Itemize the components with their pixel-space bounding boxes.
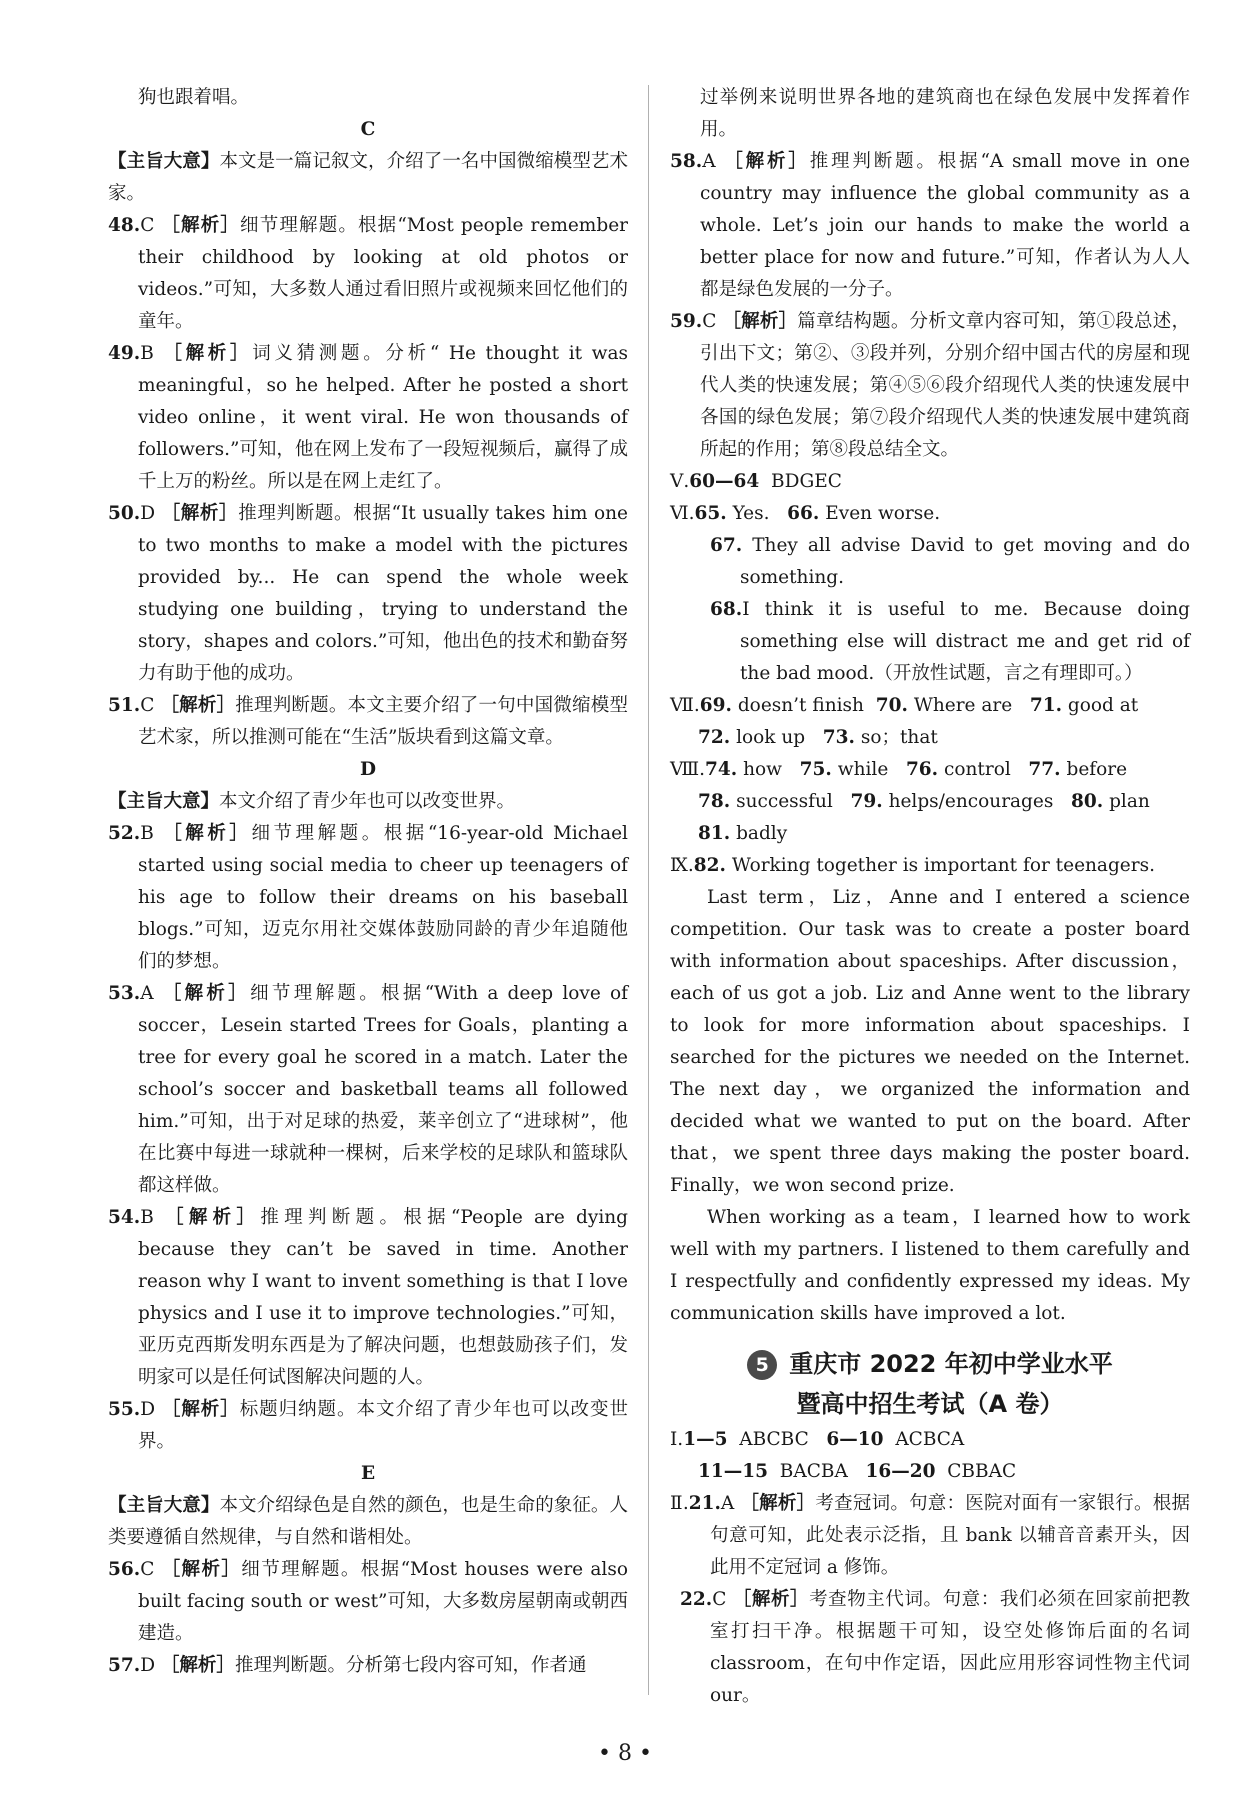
analysis-text: 细节理解题。根据“16-year-old Michael started using social media to cheer up teenagers of his age to follow their dreams on his baseball blogs.”可知，迈克尔用社交媒体鼓励同龄的青少年追随他们的梦想。 bbox=[138, 823, 628, 972]
essay-paragraph: When working as a team，I learned how to work well with my partners. I listened to them carefully and I respectfully and confidently expressed my ideas. My communication skills have improved a lot. bbox=[670, 1207, 1190, 1324]
analysis-text: 推理判断题。根据“A small move in one country may influence the global community as a whole. Let’s join our hands to make the world a better place for now and future.”可知，作者认为人人都是绿色发展的一分子。 bbox=[700, 151, 1190, 300]
answer-group-vii-cont bbox=[670, 722, 1190, 754]
analysis-tag: ［解析］ bbox=[732, 1589, 810, 1610]
question-number: 48. bbox=[108, 215, 141, 236]
answer-letter: C bbox=[140, 1559, 155, 1580]
question-number: 78. bbox=[698, 791, 731, 812]
main-idea-text: 本文介绍绿色是自然的颜色，也是生命的象征。人类要遵循自然规律，与自然和谐相处。 bbox=[108, 1495, 628, 1548]
analysis-text: 推理判断题。本文主要介绍了一句中国微缩模型艺术家，所以推测可能在“生活”版块看到这篇文章。 bbox=[138, 695, 628, 748]
answer-group-i bbox=[670, 1424, 1190, 1456]
answer-letter: B bbox=[140, 343, 154, 364]
answer-text: good at bbox=[1067, 695, 1139, 716]
question-number: 82. bbox=[693, 855, 726, 876]
answer-letter: A bbox=[140, 983, 154, 1004]
question-number: 53. bbox=[108, 983, 141, 1004]
answer-letter: C bbox=[140, 215, 155, 236]
paragraph: 狗也跟着唱。 bbox=[138, 87, 250, 108]
analysis-tag: ［解析］ bbox=[160, 695, 236, 716]
answer-item-56 bbox=[108, 1554, 628, 1650]
answer-item-57 bbox=[108, 1650, 628, 1682]
answer-text: doesn’t finish bbox=[737, 695, 864, 716]
roman-numeral: Ⅷ. bbox=[670, 759, 706, 780]
page-number: • 8 • bbox=[598, 1741, 652, 1766]
analysis-tag: ［解析］ bbox=[163, 823, 252, 844]
question-range: 11—15 bbox=[698, 1461, 768, 1482]
section-title bbox=[670, 1344, 1190, 1424]
analysis-tag: ［解析］ bbox=[163, 343, 253, 364]
main-idea bbox=[108, 786, 628, 818]
answer-letter: A bbox=[702, 151, 716, 172]
main-idea-text: 本文是一篇记叙文，介绍了一名中国微缩模型艺术家。 bbox=[108, 151, 628, 204]
answer-item-59 bbox=[670, 306, 1190, 466]
essay-title: Working together is important for teenagers. bbox=[731, 855, 1155, 876]
question-number: 70. bbox=[875, 695, 908, 716]
answer-item-52 bbox=[108, 818, 628, 978]
question-number: 55. bbox=[108, 1399, 141, 1420]
analysis-text: 推理判断题。根据“People are dying because they can’t be saved in time. Another reason why I want to invent something is that I love physics and I use it to improve technologies.”可知，亚历克西斯发明东西是为了解决问题，也想鼓励孩子们，发明家可以是任何试图解决问题的人。 bbox=[138, 1207, 628, 1388]
answer-string: BACBA bbox=[779, 1461, 848, 1482]
question-number: 21. bbox=[688, 1493, 721, 1514]
answer-text: They all advise David to get moving and do something. bbox=[740, 535, 1191, 588]
question-number: 81. bbox=[698, 823, 731, 844]
roman-numeral: Ⅱ. bbox=[670, 1493, 689, 1514]
main-idea bbox=[108, 1490, 628, 1554]
question-number: 57. bbox=[108, 1655, 141, 1676]
main-idea-tag: 【主旨大意】 bbox=[108, 151, 220, 172]
answer-letter: C bbox=[702, 311, 717, 332]
question-number: 68. bbox=[710, 599, 743, 620]
answer-text: look up bbox=[736, 727, 806, 748]
answer-group-vii bbox=[670, 690, 1190, 722]
analysis-tag: ［解析］ bbox=[165, 1207, 261, 1228]
analysis-tag: ［解析］ bbox=[722, 311, 798, 332]
essay-paragraph: Last term，Liz，Anne and I entered a science competition. Our task was to create a poster board with information about spaceships. After discussion，each of us got a job. Liz and Anne went to the library to look for more information about spaceships. I searched for the pictures we needed on the Internet. The next day，we organized the information and decided what we wanted to put on the board. After that，we spent three days making the poster board. Finally，we won second prize. bbox=[670, 887, 1190, 1196]
answer-letter: D bbox=[140, 1655, 156, 1676]
answer-group-viii bbox=[670, 754, 1190, 786]
section-number-badge: 5 bbox=[747, 1350, 777, 1380]
analysis-text: 考查冠词。句意：医院对面有一家银行。根据句意可知，此处表示泛指，且 bank 以辅音音素开头，因此用不定冠词 a 修饰。 bbox=[710, 1493, 1190, 1578]
question-range: 1—5 bbox=[683, 1429, 728, 1450]
question-number: 65. bbox=[694, 503, 727, 524]
answer-text: control bbox=[944, 759, 1011, 780]
section-title-line-2: 暨高中招生考试（A 卷） bbox=[796, 1390, 1064, 1418]
main-idea-tag: 【主旨大意】 bbox=[108, 1495, 220, 1516]
answer-letter: B bbox=[140, 823, 154, 844]
analysis-text: 细节理解题。根据“Most houses were also built facing south or west”可知，大多数房屋朝南或朝西建造。 bbox=[138, 1559, 629, 1644]
question-number: 52. bbox=[108, 823, 141, 844]
answer-item-22 bbox=[680, 1584, 1190, 1712]
question-range: 16—20 bbox=[865, 1461, 936, 1482]
question-number: 67. bbox=[710, 535, 743, 556]
answer-letter: D bbox=[140, 503, 156, 524]
question-range: 6—10 bbox=[826, 1429, 884, 1450]
analysis-tag: ［解析］ bbox=[161, 1559, 242, 1580]
section-heading-e: E bbox=[360, 1463, 376, 1484]
question-number: 76. bbox=[905, 759, 939, 780]
answer-item-55 bbox=[108, 1394, 628, 1458]
answer-text: helps/encourages bbox=[888, 791, 1054, 812]
question-number: 75. bbox=[799, 759, 832, 780]
answer-group-vi bbox=[670, 498, 1190, 530]
roman-numeral: Ⅶ. bbox=[670, 695, 700, 716]
answer-text: I think it is useful to me. Because doing something else will distract me and get rid of the bad mood.（开放性试题，言之有理即可。） bbox=[740, 599, 1190, 684]
question-number: 71. bbox=[1029, 695, 1063, 716]
answer-text: Even worse. bbox=[825, 503, 941, 524]
answer-item-68 bbox=[710, 594, 1190, 690]
answer-text: Where are bbox=[913, 695, 1013, 716]
main-idea-tag: 【主旨大意】 bbox=[108, 791, 220, 812]
analysis-tag: ［解析］ bbox=[740, 1493, 816, 1514]
answer-item-48 bbox=[108, 210, 628, 338]
answer-text: Yes. bbox=[732, 503, 770, 524]
analysis-tag: ［解析］ bbox=[160, 1655, 235, 1676]
question-number: 50. bbox=[108, 503, 141, 524]
answer-text: while bbox=[837, 759, 889, 780]
answer-group-v bbox=[670, 466, 1190, 498]
answer-item-54 bbox=[108, 1202, 628, 1394]
section-title-text: 重庆市 2022 年初中学业水平 bbox=[789, 1350, 1113, 1378]
answer-letter: B bbox=[140, 1207, 154, 1228]
question-number: 72. bbox=[698, 727, 731, 748]
section-heading-d: D bbox=[359, 759, 377, 780]
question-range: 60—64 bbox=[689, 471, 760, 492]
answer-item-53 bbox=[108, 978, 628, 1202]
analysis-text: 考查物主代词。句意：我们必须在回家前把教室打扫干净。根据题干可知，设空处修饰后面的名词 classroom，在句中作定语，因此应用形容词性物主代词 our。 bbox=[710, 1589, 1190, 1706]
question-number: 56. bbox=[108, 1559, 141, 1580]
question-number: 51. bbox=[108, 695, 141, 716]
answer-item-51 bbox=[108, 690, 628, 754]
question-number: 80. bbox=[1071, 791, 1104, 812]
left-column bbox=[108, 82, 628, 1682]
answer-text: plan bbox=[1109, 791, 1150, 812]
roman-numeral: Ⅵ. bbox=[670, 503, 695, 524]
answer-string: ABCBC bbox=[739, 1429, 809, 1450]
answer-item-58 bbox=[670, 146, 1190, 306]
answer-group-viii-cont2 bbox=[670, 818, 1190, 850]
answer-text: before bbox=[1066, 759, 1128, 780]
analysis-text: 推理判断题。分析第七段内容可知，作者通 bbox=[234, 1655, 587, 1676]
right-column bbox=[670, 82, 1190, 1712]
analysis-text: 细节理解题。根据“With a deep love of soccer，Lesein started Trees for Goals，planting a tree for every goal he scored in a match. Later the school’s soccer and basketball teams all followed him.”可知，出于对足球的热爱，莱辛创立了“进球树”，他在比赛中每进一球就种一棵树，后来学校的足球队和篮球队都这样做。 bbox=[138, 983, 628, 1196]
question-number: 79. bbox=[850, 791, 883, 812]
answer-text: successful bbox=[736, 791, 833, 812]
question-number: 58. bbox=[670, 151, 703, 172]
question-number: 66. bbox=[787, 503, 820, 524]
answer-group-ix bbox=[670, 850, 1190, 882]
question-number: 22. bbox=[680, 1589, 713, 1610]
question-number: 73. bbox=[822, 727, 855, 748]
analysis-tag: ［解析］ bbox=[162, 983, 251, 1004]
analysis-text: 细节理解题。根据“Most people remember their childhood by looking at old photos or videos.”可知，大多数人通过看旧照片或视频来回忆他们的童年。 bbox=[138, 215, 628, 332]
answer-text: how bbox=[743, 759, 782, 780]
main-idea bbox=[108, 146, 628, 210]
answer-letter: C bbox=[712, 1589, 727, 1610]
answer-group-i-cont bbox=[670, 1456, 1190, 1488]
answer-item-67 bbox=[710, 530, 1190, 594]
analysis-text: 推理判断题。根据“It usually takes him one to two months to make a model with the pictures provided by... He can spend the whole week studying one building，trying to understand the story，shapes and colors.”可知，他出色的技术和勤奋努力有助于他的成功。 bbox=[138, 503, 628, 684]
answer-item-49 bbox=[108, 338, 628, 498]
roman-numeral: Ⅸ. bbox=[670, 855, 694, 876]
answer-item-21 bbox=[670, 1488, 1190, 1584]
answer-string: BDGEC bbox=[771, 471, 842, 492]
paragraph: 过举例来说明世界各地的建筑商也在绿色发展中发挥着作用。 bbox=[700, 87, 1190, 140]
analysis-tag: ［解析］ bbox=[724, 151, 810, 172]
analysis-tag: ［解析］ bbox=[161, 215, 241, 236]
answer-letter: D bbox=[140, 1399, 156, 1420]
answer-group-viii-cont bbox=[670, 786, 1190, 818]
section-heading-c: C bbox=[360, 119, 376, 140]
question-number: 59. bbox=[670, 311, 703, 332]
answer-text: badly bbox=[736, 823, 788, 844]
column-divider bbox=[648, 85, 649, 1695]
analysis-text: 标题归纳题。本文介绍了青少年也可以改变世界。 bbox=[138, 1399, 628, 1452]
roman-numeral: Ⅰ. bbox=[670, 1429, 684, 1450]
question-number: 77. bbox=[1028, 759, 1061, 780]
question-number: 69. bbox=[699, 695, 732, 716]
roman-numeral: Ⅴ. bbox=[670, 471, 690, 492]
section-title-line-1 bbox=[670, 1344, 1190, 1384]
answer-letter: C bbox=[140, 695, 155, 716]
answer-letter: A bbox=[720, 1493, 735, 1514]
analysis-tag: ［解析］ bbox=[161, 503, 239, 524]
analysis-text: 词义猜测题。分析“ He thought it was meaningful，so he helped. After he posted a short video online，it went viral. He won thousands of followers.”可知，他在网上发布了一段短视频后，赢得了成千上万的粉丝。所以是在网上走红了。 bbox=[138, 343, 628, 492]
answer-string: ACBCA bbox=[895, 1429, 965, 1450]
answer-string: CBBAC bbox=[947, 1461, 1017, 1482]
answer-item-50 bbox=[108, 498, 628, 690]
question-number: 54. bbox=[108, 1207, 141, 1228]
question-number: 74. bbox=[705, 759, 738, 780]
answer-text: so；that bbox=[860, 727, 938, 748]
analysis-text: 篇章结构题。分析文章内容可知，第①段总述，引出下文；第②、③段并列，分别介绍中国古代的房屋和现代人类的快速发展；第④⑤⑥段介绍现代人类的快速发展中各国的绿色发展；第⑦段介绍现代人类的快速发展中建筑商所起的作用；第⑧段总结全文。 bbox=[700, 311, 1190, 460]
question-number: 49. bbox=[108, 343, 141, 364]
main-idea-text: 本文介绍了青少年也可以改变世界。 bbox=[219, 791, 516, 812]
analysis-tag: ［解析］ bbox=[161, 1399, 240, 1420]
